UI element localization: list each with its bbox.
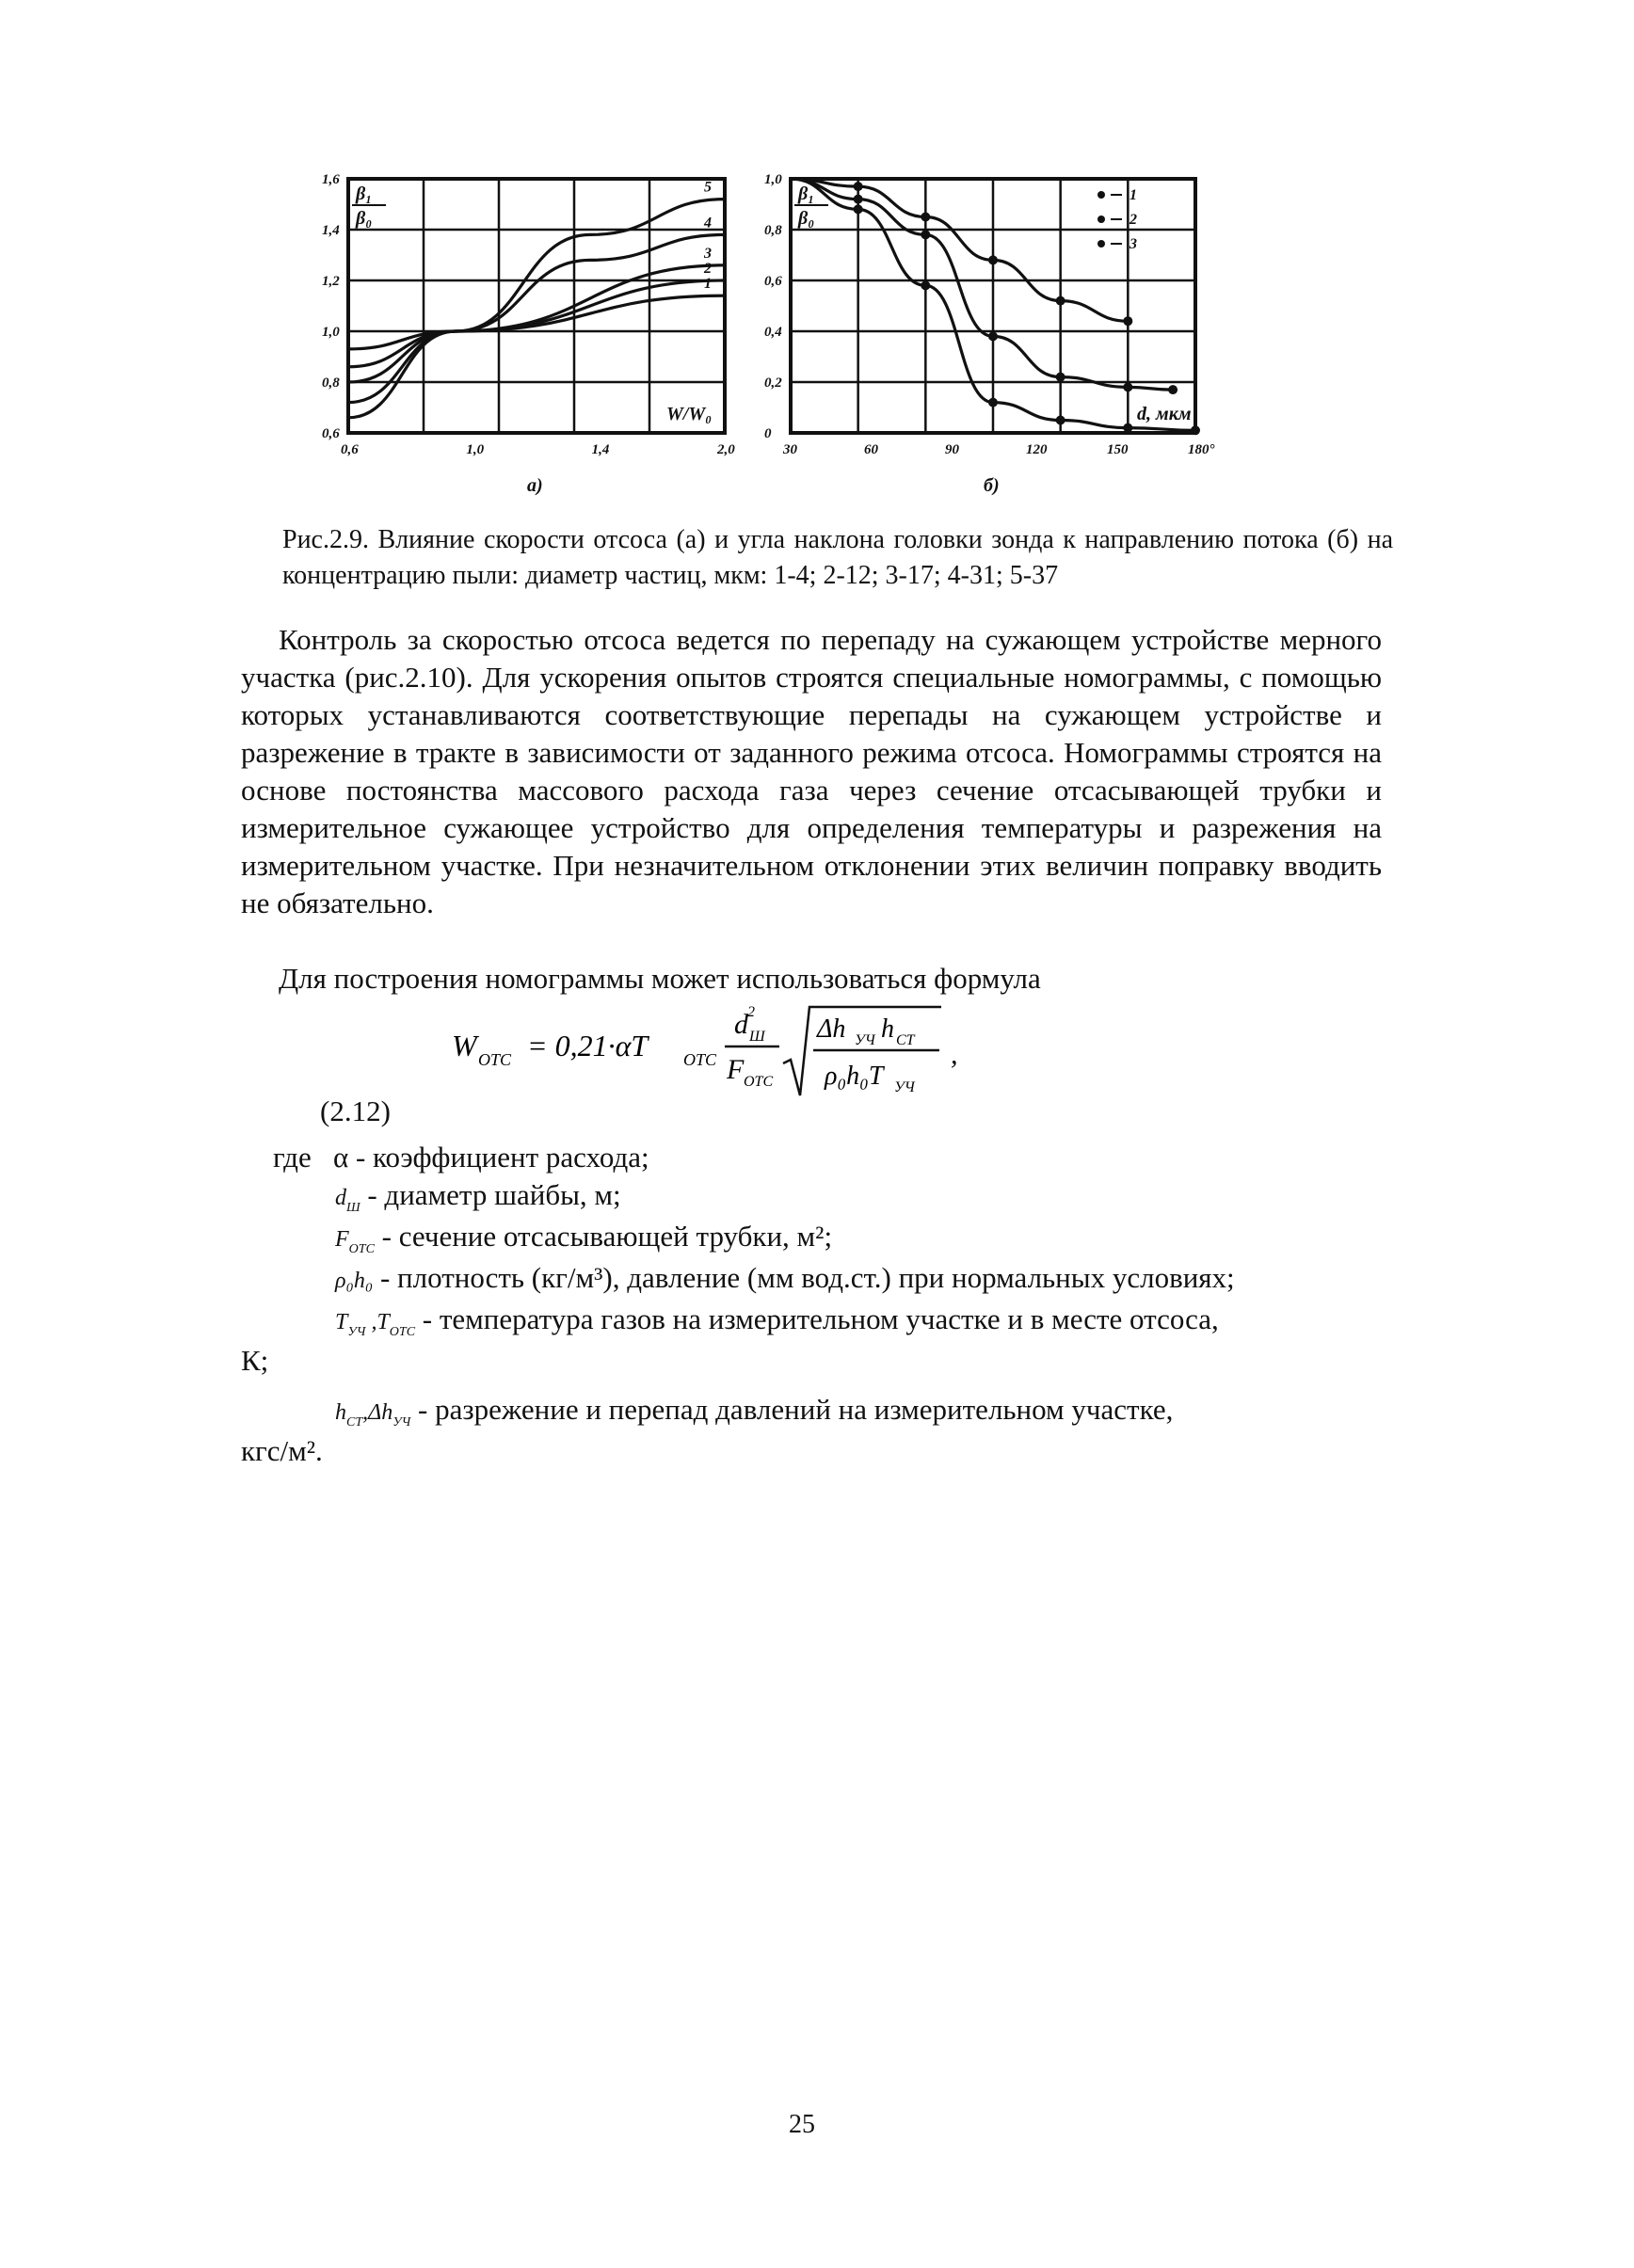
- series-line-5: [348, 200, 725, 418]
- x-tick-label: 2,0: [717, 442, 735, 457]
- x-tick-label: 120: [1026, 442, 1048, 457]
- data-point-2: [1056, 373, 1065, 382]
- formula-frac-num-sup: 2: [747, 1004, 755, 1020]
- definition-t: $T_{УЧ}$ $,T_{ОТС}$ - температура газов на измерительном участке и в месте отсоса,: [335, 1302, 1219, 1340]
- y-tick-label: 1,0: [764, 172, 782, 187]
- data-point-2: [854, 195, 863, 204]
- y-tick-label: 1,4: [322, 223, 340, 238]
- data-point-3: [854, 204, 863, 214]
- definition-d: $d_Ш$ - диаметр шайбы, м;: [335, 1178, 621, 1216]
- formula-frac-num: d: [734, 1009, 748, 1040]
- definition-alpha: где α - коэффициент расхода;: [273, 1141, 649, 1174]
- formula-trail: ,: [951, 1039, 958, 1070]
- equation-number: (2.12): [320, 1094, 391, 1127]
- y-tick-label: 1,6: [322, 172, 340, 187]
- formula-coef-sub: ОТС: [683, 1050, 717, 1069]
- data-point-3: [1191, 425, 1200, 435]
- data-point-1: [1056, 296, 1065, 306]
- y-label-bottom: β₀: [356, 208, 373, 229]
- x-tick-label: 30: [783, 442, 797, 457]
- chart-b: [753, 169, 1242, 494]
- plot-frame: [348, 179, 725, 433]
- formula-lhs-sub: ОТС: [478, 1050, 512, 1069]
- formula-frac-den: F: [727, 1054, 745, 1085]
- legend-label-2: 2: [1129, 212, 1137, 228]
- formula-sqrt-den: ρ₀h₀T: [825, 1062, 884, 1091]
- data-point-2: [1168, 385, 1177, 394]
- panel-label: б): [984, 475, 1000, 496]
- legend-label-3: 3: [1129, 236, 1137, 252]
- data-point-1: [988, 255, 998, 264]
- curve-label-2: 2: [704, 261, 712, 277]
- chart-a: [311, 169, 744, 494]
- y-label-bottom: β₀: [798, 208, 815, 229]
- formula-svg: [452, 998, 979, 1110]
- panel-label: а): [527, 475, 543, 496]
- x-tick-label: 1,4: [591, 442, 610, 457]
- y-label-top: β₁: [356, 184, 373, 204]
- definition-k: К;: [241, 1344, 269, 1377]
- data-point-1: [921, 213, 930, 222]
- definition-h: $h_{СТ},\Delta h_{УЧ}$ - разрежение и перепад давлений на измерительном участке,: [335, 1393, 1174, 1430]
- formula-sqrt-num-sub: УЧ: [855, 1032, 875, 1048]
- definition-rho: ρ₀h₀ - плотность (кг/м³), давление (мм вод.ст.) при нормальных условиях;: [335, 1261, 1235, 1294]
- x-tick-label: 90: [945, 442, 959, 457]
- y-tick-label: 0,8: [764, 223, 782, 238]
- chart-a-svg: [311, 169, 744, 496]
- definition-f: $F_{ОТС}$ - сечение отсасывающей трубки, м²;: [335, 1220, 833, 1257]
- legend-marker-2: [1097, 216, 1105, 223]
- grid: [348, 179, 725, 433]
- figure-caption: Рис.2.9. Влияние скорости отсоса (а) и угла наклона головки зонда к направлению потока (б) на концентрацию пыли: диаметр частиц, мкм: 1-4; 2-12; 3-17; 4-31; 5-37: [282, 525, 1393, 590]
- series-line-4: [348, 234, 725, 402]
- data-point-2: [1123, 382, 1132, 391]
- formula-sqrt-num: Δh: [817, 1014, 846, 1044]
- series-line-1: [791, 179, 1128, 321]
- legend-marker-1: [1097, 191, 1105, 199]
- paragraph-1: Контроль за скоростью отсоса ведется по перепаду на сужающем устройстве мерного участка (рис.2.10). Для ускорения опытов строятся специальные номограммы, с помощью которых устанавливаются соответствующие перепады на сужающем устройстве и разрежение в тракте в зависимости от заданного режима отсоса. Номограммы строятся на основе постоянства массового расхода газа через сечение отсасывающей трубки и измерительное сужающее устройство для определения температуры и разрежения на измерительном участке. При незначительном отклонении этих величин поправку вводить не обязательно.: [241, 623, 1382, 919]
- formula-2-12: [452, 998, 979, 1110]
- data-point-3: [988, 398, 998, 407]
- data-point-3: [1123, 423, 1132, 433]
- y-tick-label: 1,2: [322, 274, 340, 289]
- formula-sqrt-den-sub: УЧ: [894, 1079, 915, 1095]
- y-tick-label: 0,4: [764, 325, 782, 340]
- data-point-3: [1056, 416, 1065, 425]
- formula-sqrt-num2-sub: СТ: [896, 1032, 915, 1048]
- formula-frac-num-sub: Ш: [749, 1029, 765, 1045]
- page-number: 25: [789, 2110, 815, 2139]
- formula-coef: = 0,21·αT: [527, 1029, 649, 1062]
- y-tick-label: 0,6: [322, 426, 340, 441]
- legend-label-1: 1: [1129, 187, 1137, 203]
- x-tick-label: 0,6: [341, 442, 359, 457]
- x-tick-label: 180°: [1188, 442, 1215, 457]
- formula-sqrt-num2: h: [881, 1014, 894, 1044]
- y-tick-label: 0,2: [764, 375, 782, 391]
- y-label-top: β₁: [798, 184, 815, 204]
- y-tick-label: 0,8: [322, 375, 340, 391]
- paragraph-2: Для построения номограммы может использоваться формула: [279, 962, 1041, 995]
- legend-marker-3: [1097, 240, 1105, 248]
- formula-lhs: W: [452, 1029, 477, 1062]
- y-tick-label: 1,0: [322, 325, 340, 340]
- x-tick-label: 150: [1107, 442, 1129, 457]
- data-point-3: [921, 280, 930, 290]
- curve-label-5: 5: [704, 179, 712, 196]
- figure-2-9: [311, 169, 1233, 496]
- data-point-1: [1123, 316, 1132, 326]
- x-tick-label: 1,0: [466, 442, 485, 457]
- x-label: W/W₀: [666, 404, 713, 424]
- series-line-2: [791, 179, 1173, 390]
- x-label: d, мкм: [1137, 404, 1192, 424]
- formula-frac-den-sub: ОТС: [744, 1074, 774, 1090]
- curve-label-3: 3: [704, 245, 712, 262]
- y-tick-label: 0,6: [764, 274, 782, 289]
- curve-label-4: 4: [704, 215, 712, 232]
- y-tick-label: 0: [764, 426, 772, 441]
- curve-label-1: 1: [704, 276, 712, 293]
- x-tick-label: 60: [864, 442, 878, 457]
- data-point-2: [988, 331, 998, 341]
- chart-b-svg: [753, 169, 1242, 496]
- data-point-1: [854, 182, 863, 191]
- definition-unit: кгс/м².: [241, 1434, 323, 1467]
- data-point-2: [921, 230, 930, 239]
